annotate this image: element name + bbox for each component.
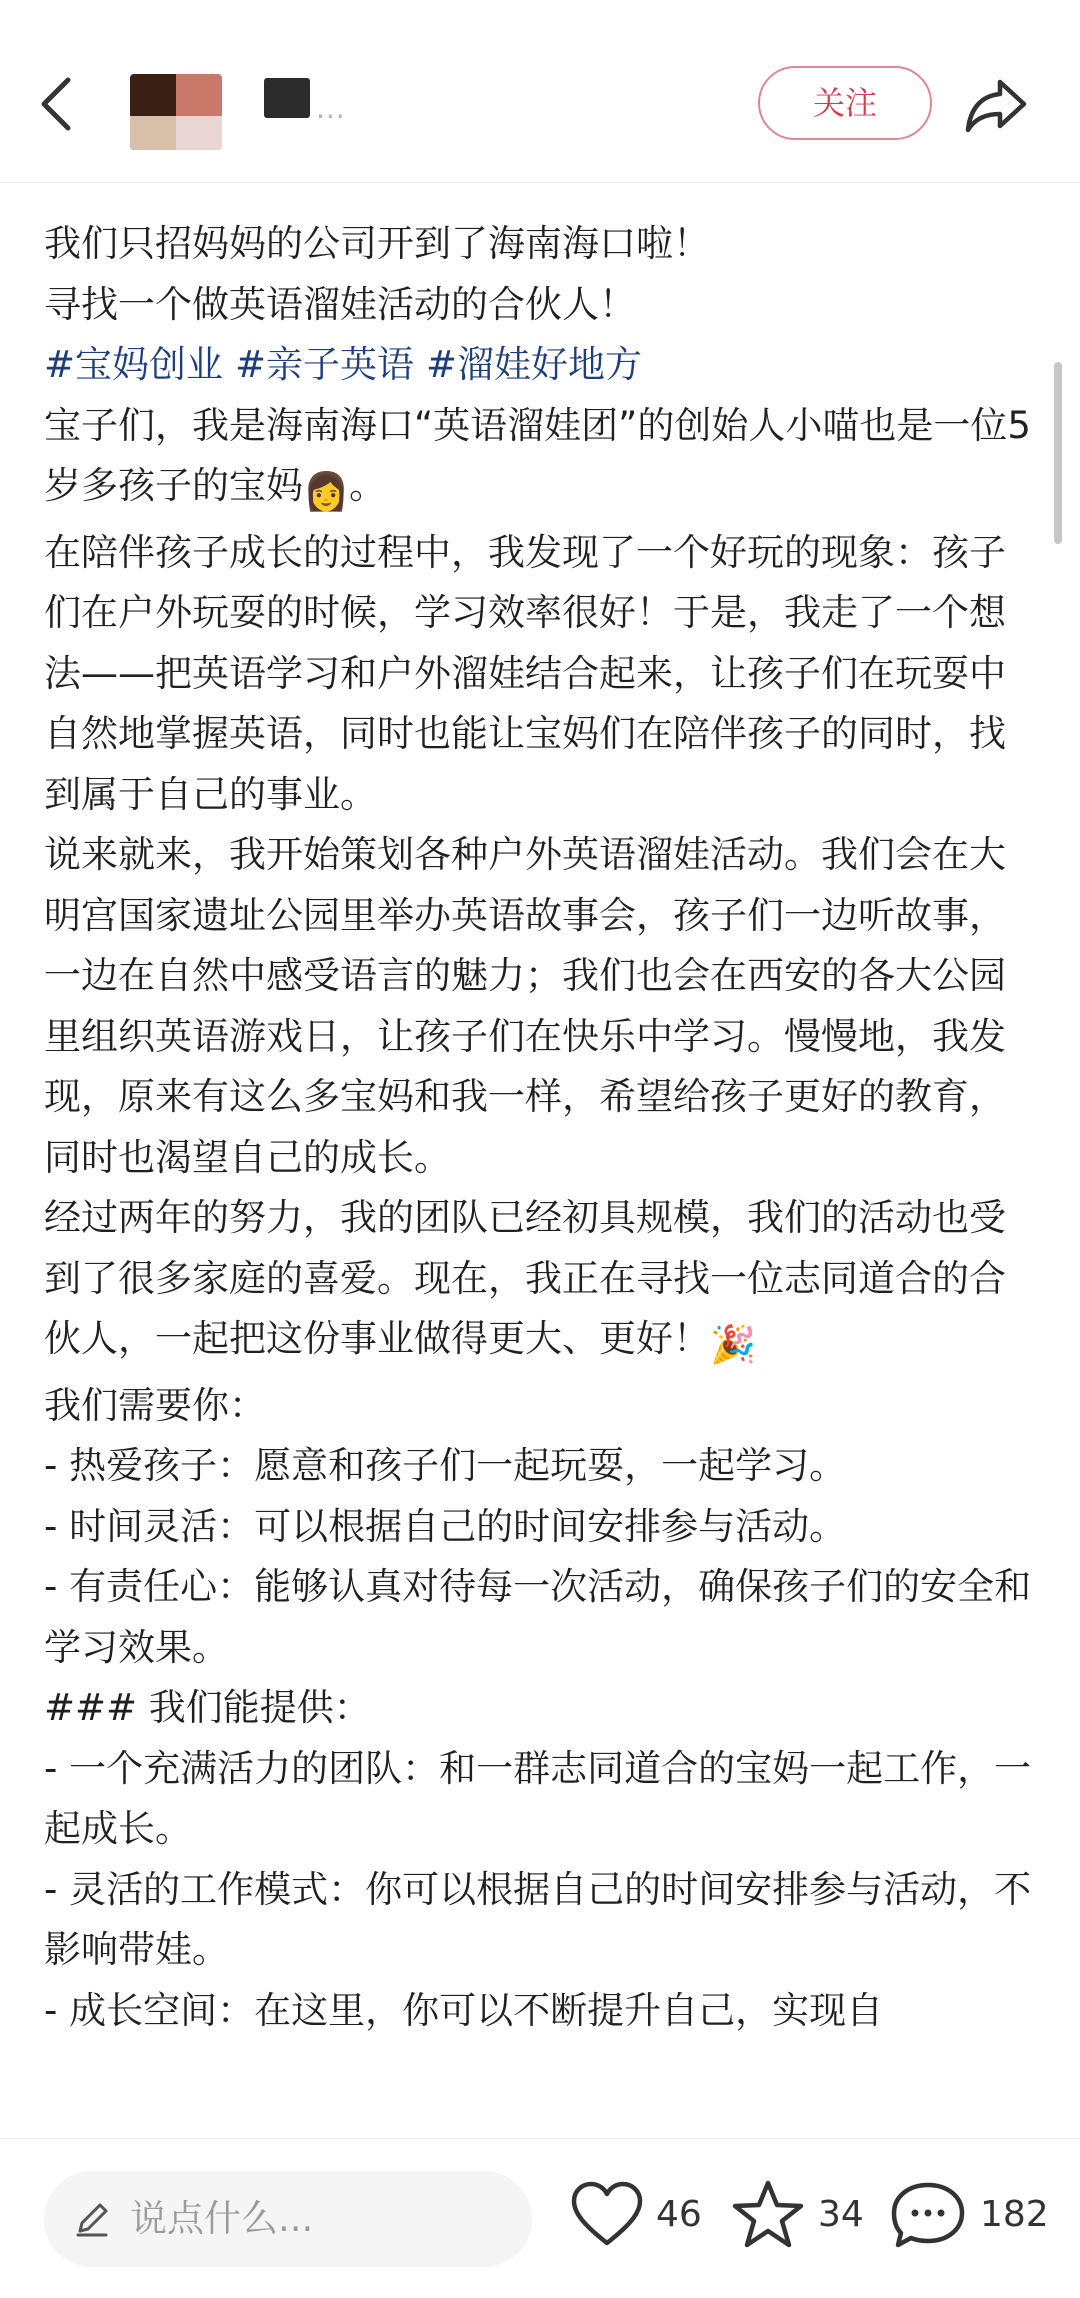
like-count: 46 <box>656 2194 702 2235</box>
hashtag-link[interactable]: #亲子英语 <box>235 343 415 386</box>
offers-item: - 成长空间：在这里，你可以不断提升自己，实现自 <box>44 1988 884 2032</box>
intro-text: 宝子们，我是海南海口“英语溜娃团”的创始人小喵也是一位5岁多孩子的宝妈 <box>44 403 1031 507</box>
share-icon <box>962 70 1030 138</box>
pen-icon <box>70 2197 114 2241</box>
woman-emoji-icon: 👩 <box>303 470 350 513</box>
comment-bubble-icon <box>888 2179 968 2251</box>
story-paragraph: 说来就来，我开始策划各种户外英语溜娃活动。我们会在大明宫国家遗址公园里举办英语故事会，孩子们一边听故事，一边在自然中感受语言的魅力；我们也会在西安的各大公园里组织英语游戏日，让孩子们在快乐中学习。慢慢地，我发现，原来有这么多宝妈和我一样，希望给孩子更好的教育，同时也渴望自己的成长。 <box>44 833 1006 1179</box>
intro-paragraph <box>44 396 1034 523</box>
post-body <box>44 214 1034 2041</box>
party-popper-icon: 🎉 <box>710 1323 757 1366</box>
needs-item: - 热爱孩子：愿意和孩子们一起玩耍，一起学习。 <box>44 1444 847 1487</box>
favorite-button[interactable] <box>730 2175 870 2255</box>
needs-item: - 时间灵活：可以根据自己的时间安排参与活动。 <box>44 1504 847 1548</box>
author-username[interactable]: ... <box>316 92 346 125</box>
back-button[interactable] <box>30 66 86 142</box>
back-arrow-icon <box>30 66 86 142</box>
needs-title: 我们需要你： <box>44 1383 266 1427</box>
hashtag-link[interactable]: #宝妈创业 <box>44 343 224 386</box>
bottom-action-bar <box>0 2138 1080 2298</box>
post-line: 寻找一个做英语溜娃活动的合伙人！ <box>44 282 636 326</box>
star-icon <box>730 2179 806 2251</box>
scrollbar[interactable] <box>1054 362 1062 544</box>
author-avatar[interactable] <box>130 74 222 150</box>
favorite-count: 34 <box>818 2194 864 2235</box>
heart-icon <box>570 2179 644 2249</box>
like-button[interactable] <box>570 2175 710 2255</box>
post-line: 我们只招妈妈的公司开到了海南海口啦！ <box>44 222 710 265</box>
comment-count: 182 <box>980 2194 1049 2235</box>
hashtag-link[interactable]: #溜娃好地方 <box>426 343 643 386</box>
follow-button[interactable]: 关注 <box>758 66 932 140</box>
comments-button[interactable] <box>888 2175 1058 2255</box>
hashtag-list <box>44 335 1034 396</box>
comment-input[interactable] <box>44 2171 532 2267</box>
needs-item: - 有责任心：能够认真对待每一次活动，确保孩子们的安全和学习效果。 <box>44 1565 1032 1669</box>
offers-title: ### 我们能提供： <box>44 1686 371 1729</box>
top-nav-bar <box>0 0 1080 183</box>
share-button[interactable] <box>962 70 1030 138</box>
story-text: 经过两年的努力，我的团队已经初具规模，我们的活动也受到了很多家庭的喜爱。现在，我正在寻找一位志同道合的合伙人，一起把这份事业做得更大、更好！ <box>44 1196 1006 1360</box>
comment-placeholder: 说点什么... <box>130 2197 314 2240</box>
offers-item: - 一个充满活力的团队：和一群志同道合的宝妈一起工作，一起成长。 <box>44 1746 1032 1850</box>
intro-end: 。 <box>349 464 387 507</box>
offers-item: - 灵活的工作模式：你可以根据自己的时间安排参与活动，不影响带娃。 <box>44 1867 1032 1971</box>
username-redaction <box>264 78 310 118</box>
story-paragraph <box>44 1188 1034 1376</box>
story-paragraph: 在陪伴孩子成长的过程中，我发现了一个好玩的现象：孩子们在户外玩耍的时候，学习效率很好！于是，我走了一个想法——把英语学习和户外溜娃结合起来，让孩子们在玩耍中自然地掌握英语，同时也能让宝妈们在陪伴孩子的同时，找到属于自己的事业。 <box>44 530 1006 816</box>
